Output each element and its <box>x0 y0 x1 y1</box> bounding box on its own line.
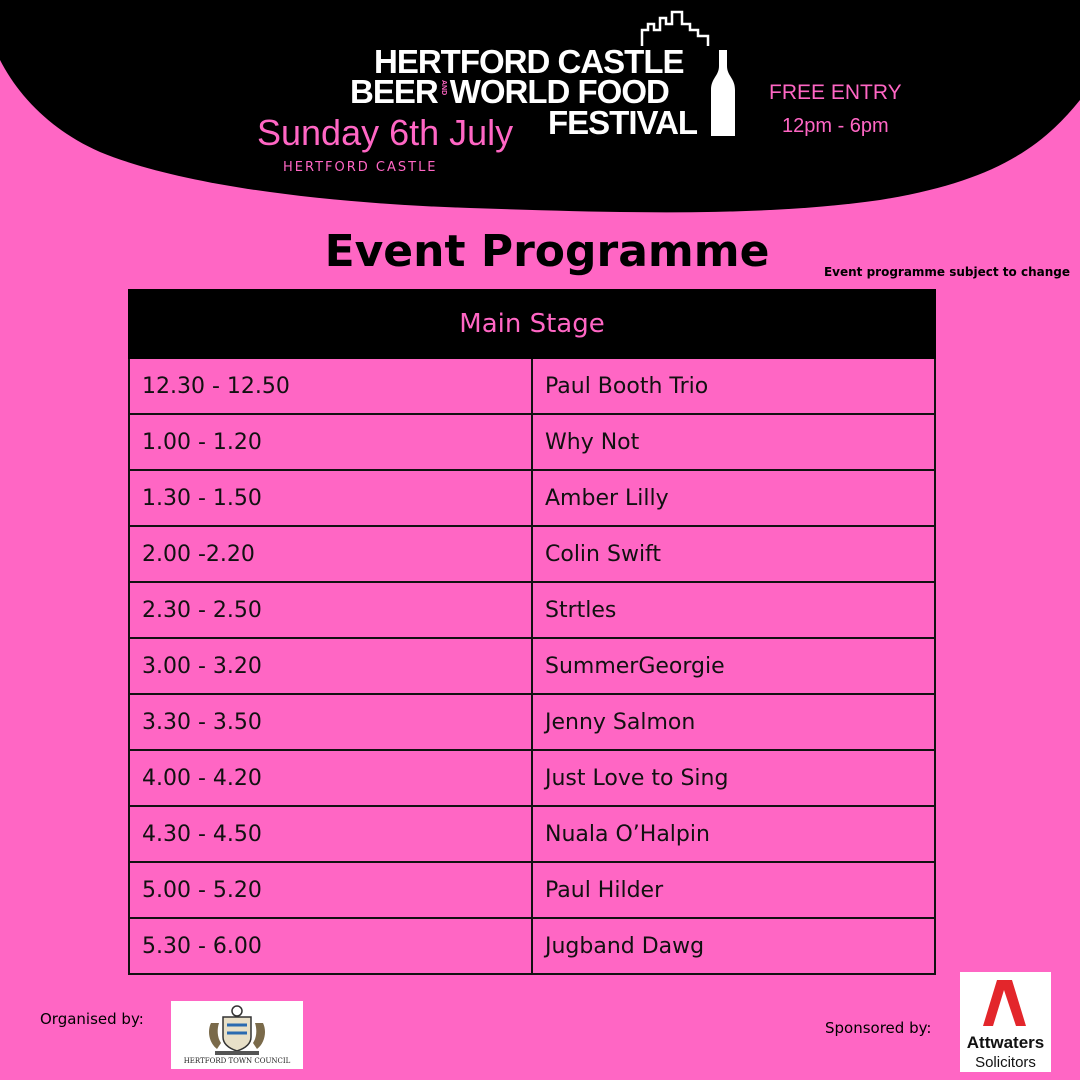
table-row <box>129 918 935 974</box>
table-row <box>129 694 935 750</box>
logo-and: AND <box>440 80 447 96</box>
table-row <box>129 358 935 414</box>
event-hours: 12pm - 6pm <box>782 115 889 137</box>
table-row <box>129 582 935 638</box>
table-row <box>129 862 935 918</box>
table-row <box>129 526 935 582</box>
crest-icon <box>171 1003 303 1057</box>
time-cell: 4.30 - 4.50 <box>129 806 532 862</box>
change-notice: Event programme subject to change <box>823 265 1070 279</box>
act-cell: Paul Booth Trio <box>532 358 935 414</box>
time-cell: 3.00 - 3.20 <box>129 638 532 694</box>
act-cell: Nuala O’Halpin <box>532 806 935 862</box>
act-cell: Just Love to Sing <box>532 750 935 806</box>
logo-line-3: FESTIVAL <box>548 104 698 141</box>
time-cell: 5.00 - 5.20 <box>129 862 532 918</box>
act-cell: Why Not <box>532 414 935 470</box>
act-cell: Jenny Salmon <box>532 694 935 750</box>
attwaters-a-icon <box>960 972 1051 1032</box>
logo-line-1: HERTFORD CASTLE <box>374 43 684 80</box>
time-cell: 1.00 - 1.20 <box>129 414 532 470</box>
time-cell: 2.30 - 2.50 <box>129 582 532 638</box>
act-cell: Strtles <box>532 582 935 638</box>
time-cell: 1.30 - 1.50 <box>129 470 532 526</box>
sponsored-by-label: Sponsored by: <box>825 1019 932 1037</box>
act-cell: SummerGeorgie <box>532 638 935 694</box>
event-date: Sunday 6th July <box>257 112 514 153</box>
table-row <box>129 750 935 806</box>
sponsor-logo <box>960 972 1051 1072</box>
table-row <box>129 806 935 862</box>
table-row <box>129 414 935 470</box>
stage-header: Main Stage <box>129 290 935 358</box>
time-cell: 3.30 - 3.50 <box>129 694 532 750</box>
time-cell: 12.30 - 12.50 <box>129 358 532 414</box>
council-name: HERTFORD TOWN COUNCIL <box>183 1057 291 1065</box>
sponsor-subtitle: Solicitors <box>975 1054 1036 1071</box>
free-entry-label: FREE ENTRY <box>769 81 902 104</box>
time-cell: 2.00 -2.20 <box>129 526 532 582</box>
programme-table <box>128 289 936 975</box>
organised-by-label: Organised by: <box>40 1010 144 1028</box>
sponsor-name: Attwaters <box>966 1033 1045 1052</box>
council-logo <box>171 1001 303 1069</box>
table-row <box>129 638 935 694</box>
time-cell: 4.00 - 4.20 <box>129 750 532 806</box>
logo-line-2: BEER WORLD FOOD <box>350 73 669 110</box>
act-cell: Jugband Dawg <box>532 918 935 974</box>
act-cell: Amber Lilly <box>532 470 935 526</box>
table-row <box>129 470 935 526</box>
event-venue: HERTFORD CASTLE <box>283 160 438 175</box>
time-cell: 5.30 - 6.00 <box>129 918 532 974</box>
bottle-icon <box>710 50 736 138</box>
act-cell: Paul Hilder <box>532 862 935 918</box>
act-cell: Colin Swift <box>532 526 935 582</box>
page-title: Event Programme <box>324 226 770 277</box>
programme-rows <box>129 358 935 974</box>
